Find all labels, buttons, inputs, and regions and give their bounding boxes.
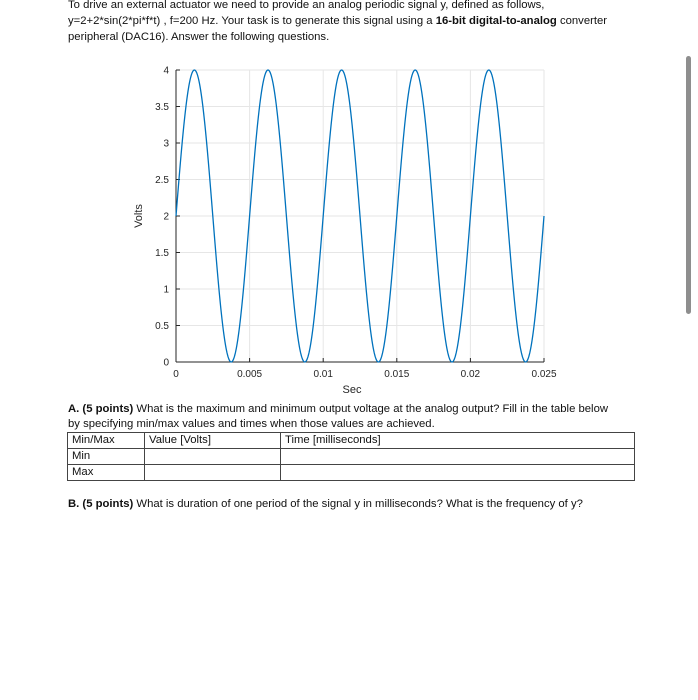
table-cell: Min xyxy=(68,449,145,465)
intro-line-2a: y=2+2*sin(2*pi*f*t) , f=200 Hz. Your task is to generate this signal using a xyxy=(68,15,436,27)
y-tick-label: 0.5 xyxy=(155,321,169,332)
table-header-row xyxy=(68,433,635,449)
question-b xyxy=(68,497,668,512)
table-header-cell: Value [Volts] xyxy=(145,433,281,449)
question-a-label: A. (5 points) xyxy=(68,403,134,415)
y-tick-label: 2.5 xyxy=(155,175,169,186)
y-tick-label: 4 xyxy=(163,65,169,77)
min-max-table xyxy=(67,432,635,481)
x-tick-label: 0.015 xyxy=(384,369,410,380)
problem-statement xyxy=(68,0,668,45)
table-header-cell: Time [milliseconds] xyxy=(281,433,635,449)
y-tick-label: 2 xyxy=(163,211,169,223)
intro-line-2b: converter xyxy=(556,15,608,27)
intro-line-3: peripheral (DAC16). Answer the following questions. xyxy=(68,31,330,43)
x-tick-label: 0.005 xyxy=(237,369,263,380)
table-cell-answer[interactable] xyxy=(281,465,635,481)
table-cell-answer[interactable] xyxy=(145,465,281,481)
scrollbar-thumb[interactable] xyxy=(686,56,691,314)
table-cell-answer[interactable] xyxy=(145,449,281,465)
table-row xyxy=(68,449,635,465)
question-a-text-1: What is the maximum and minimum output voltage at the analog output? Fill in the table below xyxy=(133,403,609,415)
y-axis-label: Volts xyxy=(133,204,145,228)
table-cell-answer[interactable] xyxy=(281,449,635,465)
x-tick-label: 0.01 xyxy=(313,369,333,380)
intro-line-2-bold: 16-bit digital-to-analog xyxy=(435,15,557,27)
y-tick-label: 1 xyxy=(163,284,169,296)
y-tick-label: 3 xyxy=(163,138,169,150)
table-cell: Max xyxy=(68,465,145,481)
signal-chart xyxy=(110,58,570,398)
table-row xyxy=(68,465,635,481)
x-tick-label: 0.02 xyxy=(460,369,481,380)
y-tick-label: 0 xyxy=(163,357,169,369)
intro-line-1: To drive an external actuator we need to provide an analog periodic signal y, defined as follows, xyxy=(68,0,545,11)
question-a-text-2: by specifying min/max values and times when those values are achieved. xyxy=(68,418,435,430)
question-b-text: What is duration of one period of the signal y in milliseconds? What is the frequency of y? xyxy=(133,498,583,510)
question-a xyxy=(68,402,668,432)
x-axis-label: Sec xyxy=(342,384,362,396)
question-b-label: B. (5 points) xyxy=(68,498,134,510)
x-tick-label: 0.025 xyxy=(531,369,557,380)
y-tick-label: 3.5 xyxy=(155,102,169,113)
y-tick-label: 1.5 xyxy=(155,248,169,259)
table-header-cell: Min/Max xyxy=(68,433,145,449)
x-tick-label: 0 xyxy=(173,369,179,380)
